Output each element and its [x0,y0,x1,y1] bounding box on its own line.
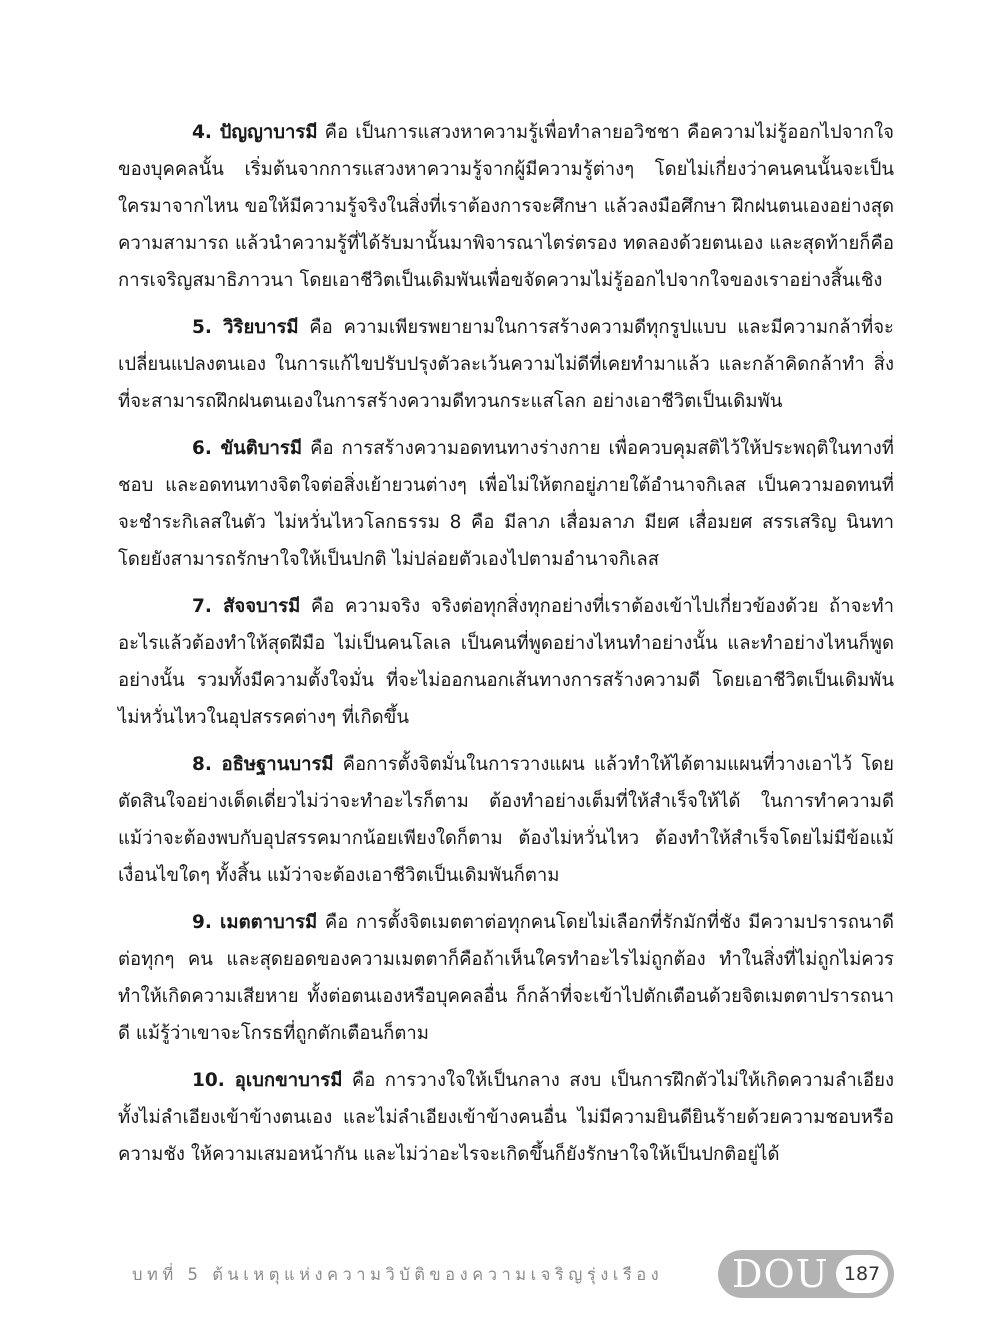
dou-logo: DOU [732,1252,829,1296]
term-heading: 4. ปัญญาบารมี [192,122,318,143]
term-heading: 6. ขันติบารมี [192,438,303,459]
paragraph-adhitthana [118,746,894,894]
term-heading: 5. วิริยบารมี [192,317,299,338]
term-heading: 8. อธิษฐานบารมี [192,754,334,775]
term-heading: 10. อุเบกขาบารมี [192,1070,343,1091]
page-footer [118,1250,894,1298]
paragraph-viriya [118,309,894,420]
paragraph-text: คือ การตั้งจิตเมตตาต่อทุกคนโดยไม่เลือกที่รักมักที่ชัง มีความปรารถนาดีต่อทุกๆ คน และสุดยอดของความเมตตาก็คือถ้าเห็นใครทำอะไรไม่ถูกต้อง ทำในสิ่งที่ไม่ถูกไม่ควร ทำให้เกิดความเสียหาย ทั้งต่อตนเองหรือบุคคลอื่น ก็กล้าที่จะเข้าไปตักเตือนด้วยจิตเมตตาปรารถนาดี แม้รู้ว่าเขาจะโกรธที่ถูกตักเตือนก็ตาม [118,912,894,1044]
paragraph-text: คือ เป็นการแสวงหาความรู้เพื่อทำลายอวิชชา คือความไม่รู้ออกไปจากใจของบุคคลนั้น เริ่มต้นจากการแสวงหาความรู้จากผู้มีความรู้ต่างๆ โดยไม่เกี่ยงว่าคนคนนั้นจะเป็นใครมาจากไหน ขอให้มีความรู้จริงในสิ่งที่เราต้องการจะศึกษา แล้วลงมือศึกษา ฝึกฝนตนเองอย่างสุดความสามารถ แล้วนำความรู้ที่ได้รับมานั้นมาพิจารณาไตร่ตรอง ทดลองด้วยตนเอง และสุดท้ายก็คือ การเจริญสมาธิภาวนา โดยเอาชีวิตเป็นเดิมพันเพื่อขจัดความไม่รู้ออกไปจากใจของเราอย่างสิ้นเชิง [118,122,895,291]
paragraph-text: คือ การวางใจให้เป็นกลาง สงบ เป็นการฝึกตัวไม่ให้เกิดความลำเอียง ทั้งไม่ลำเอียงเข้าข้างตนเอง และไม่ลำเอียงเข้าข้างคนอื่น ไม่มีความยินดียินร้ายด้วยความชอบหรือความชัง ให้ความเสมอหน้ากัน และไม่ว่าอะไรจะเกิดขึ้นก็ยังรักษาใจให้เป็นปกติอยู่ได้ [118,1070,895,1165]
paragraph-panya [118,114,894,299]
page-number: 187 [836,1255,888,1293]
term-heading: 9. เมตตาบารมี [192,912,318,933]
paragraph-text: คือการตั้งจิตมั่นในการวางแผน แล้วทำให้ได้ตามแผนที่วางเอาไว้ โดยตัดสินใจอย่างเด็ดเดี่ยวไม่ว่าจะทำอะไรก็ตาม ต้องทำอย่างเต็มที่ให้สำเร็จให้ได้ ในการทำความดีแม้ว่าจะต้องพบกับอุปสรรคมากน้อยเพียงใดก็ตาม ต้องไม่หวั่นไหว ต้องทำให้สำเร็จโดยไม่มีข้อแม้เงื่อนไขใดๆ ทั้งสิ้น แม้ว่าจะต้องเอาชีวิตเป็นเดิมพันก็ตาม [118,754,894,886]
paragraph-khanti [118,430,894,578]
paragraph-metta [118,904,894,1052]
page-body [118,114,894,1183]
term-heading: 7. สัจจบารมี [192,596,301,617]
paragraph-upekkha [118,1062,894,1173]
paragraph-text: คือ ความจริง จริงต่อทุกสิ่งทุกอย่างที่เราต้องเข้าไปเกี่ยวข้องด้วย ถ้าจะทำอะไรแล้วต้องทำให้สุดฝีมือ ไม่เป็นคนโลเล เป็นคนที่พูดอย่างไหนทำอย่างนั้น และทำอย่างไหนก็พูดอย่างนั้น รวมทั้งมีความตั้งใจมั่น ที่จะไม่ออกนอกเส้นทางการสร้างความดี โดยเอาชีวิตเป็นเดิมพัน ไม่หวั่นไหวในอุปสรรคต่างๆ ที่เกิดขึ้น [118,596,894,728]
paragraph-sacca [118,588,894,736]
page-badge [718,1250,894,1298]
paragraph-text: คือ ความเพียรพยายามในการสร้างความดีทุกรูปแบบ และมีความกล้าที่จะเปลี่ยนแปลงตนเอง ในการแก้ไขปรับปรุงตัวละเว้นความไม่ดีที่เคยทำมาแล้ว และกล้าคิดกล้าทำ สิ่งที่จะสามารถฝึกฝนตนเองในการสร้างความดีทวนกระแสโลก อย่างเอาชีวิตเป็นเดิมพัน [118,317,894,412]
chapter-title: บทที่ 5 ต้นเหตุแห่งความวิบัติของความเจริญรุ่งเรือง [132,1265,664,1284]
paragraph-text: คือ การสร้างความอดทนทางร่างกาย เพื่อควบคุมสติไว้ให้ประพฤติในทางที่ชอบ และอดทนทางจิตใจต่อสิ่งเย้ายวนต่างๆ เพื่อไม่ให้ตกอยู่ภายใต้อำนาจกิเลส เป็นความอดทนที่จะชำระกิเลสในตัว ไม่หวั่นไหวโลกธรรม 8 คือ มีลาภ เสื่อมลาภ มียศ เสื่อมยศ สรรเสริญ นินทา โดยยังสามารถรักษาใจให้เป็นปกติ ไม่ปล่อยตัวเองไปตามอำนาจกิเลส [118,438,894,570]
